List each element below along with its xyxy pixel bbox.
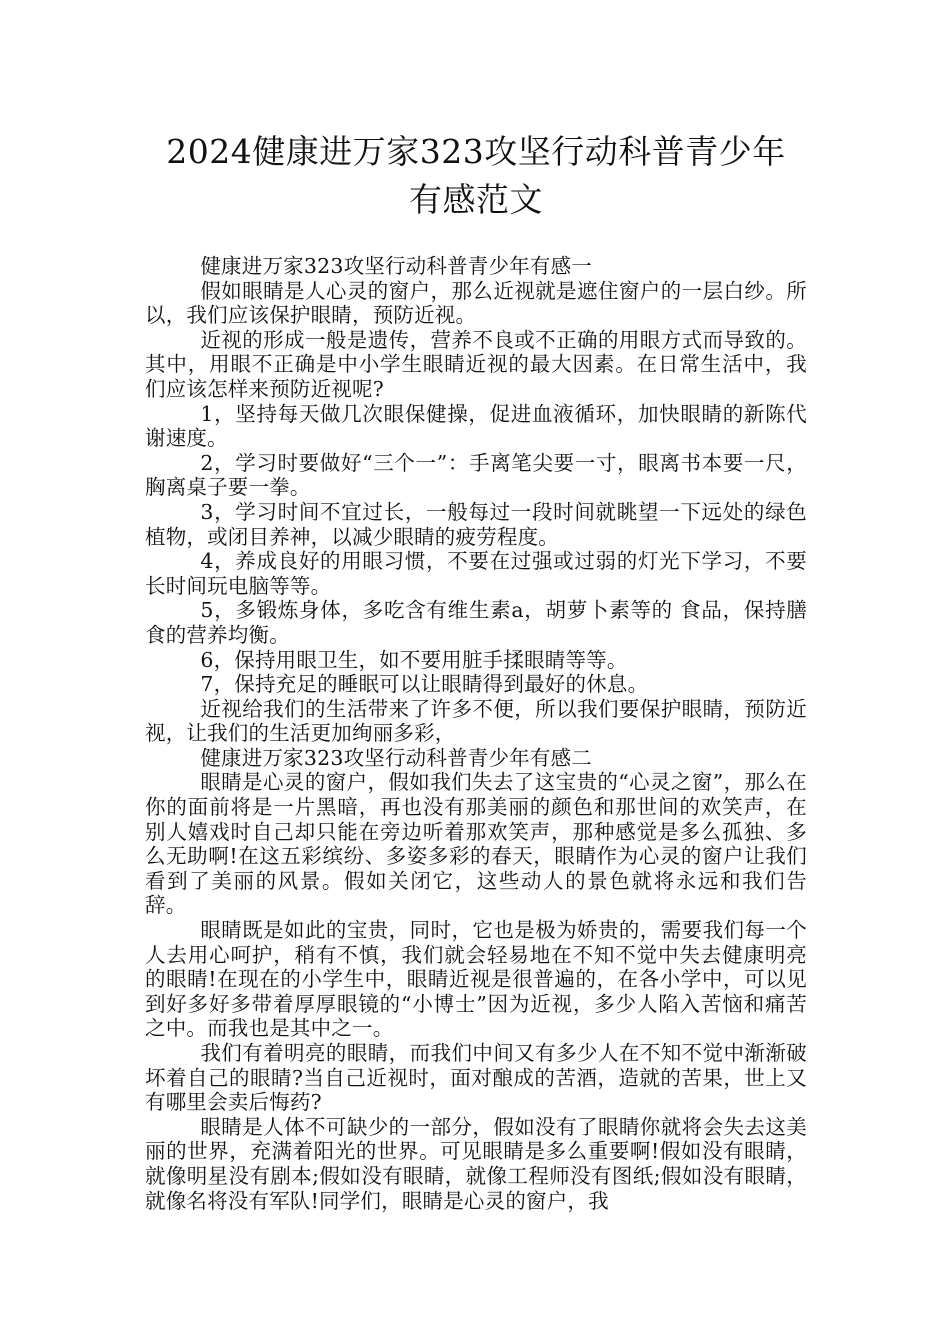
paragraph: 近视的形成一般是遗传，营养不良或不正确的用眼方式而导致的。其中，用眼不正确是中小学生眼睛近视的最大因素。在日常生活中，我们应该怎样来预防近视呢? [145, 327, 807, 401]
document-page [145, 128, 807, 1213]
title-line-2: 有感范文 [409, 180, 543, 219]
list-item: 2，学习时要做好“三个一”：手离笔尖要一寸，眼离书本要一尺，胸离桌子要一拳。 [145, 450, 807, 500]
section-heading-1: 健康进万家323攻坚行动科普青少年有感一 [200, 254, 592, 278]
list-item: 3，学习时间不宜过长，一般每过一段时间就眺望一下远处的绿色植物，或闭目养神，以减少眼睛的疲劳程度。 [145, 499, 807, 549]
paragraph: 我们有着明亮的眼睛，而我们中间又有多少人在不知不觉中渐渐破坏着自己的眼睛?当自己近视时，面对酿成的苦酒，造就的苦果，世上又有哪里会卖后悔药? [145, 1041, 807, 1115]
document-title [145, 128, 807, 224]
paragraph: 近视给我们的生活带来了许多不便，所以我们要保护眼睛，预防近视，让我们的生活更加绚丽多彩， [145, 696, 807, 746]
paragraph: 假如眼睛是人心灵的窗户，那么近视就是遮住窗户的一层白纱。所以，我们应该保护眼睛，预防近视。 [145, 278, 807, 328]
paragraph: 眼睛是人体不可缺少的一部分，假如没有了眼睛你就将会失去这美丽的世界，充满着阳光的世界。可见眼睛是多么重要啊!假如没有眼睛，就像明星没有剧本;假如没有眼睛，就像工程师没有图纸;假如没有眼睛，就像名将没有军队!同学们，眼睛是心灵的窗户，我 [145, 1114, 807, 1213]
list-item: 5，多锻炼身体，多吃含有维生素a，胡萝卜素等的 食品，保持膳食的营养均衡。 [145, 598, 807, 647]
list-item: 1，坚持每天做几次眼保健操，促进血液循环，加快眼睛的新陈代谢速度。 [145, 401, 807, 451]
title-line-1: 2024健康进万家323攻坚行动科普青少年 [166, 132, 786, 171]
section-heading-2: 健康进万家323攻坚行动科普青少年有感二 [200, 745, 592, 770]
paragraph: 眼睛是心灵的窗户，假如我们失去了这宝贵的“心灵之窗”，那么在你的面前将是一片黑暗，再也没有那美丽的颜色和那世间的欢笑声，在别人嬉戏时自己却只能在旁边听着那欢笑声，那种感觉是多么孤独、多么无助啊!在这五彩缤纷、多姿多彩的春天，眼睛作为心灵的窗户让我们看到了美丽的风景。假如关闭它，这些动人的景色就将永远和我们告辞。 [145, 770, 807, 918]
list-item: 7，保持充足的睡眠可以让眼睛得到最好的休息。 [200, 672, 649, 697]
list-item: 6，保持用眼卫生，如不要用脏手揉眼睛等等。 [200, 647, 628, 672]
list-item: 4，养成良好的用眼习惯，不要在过强或过弱的灯光下学习，不要长时间玩电脑等等。 [145, 549, 807, 598]
document-body [145, 254, 807, 1213]
paragraph: 眼睛既是如此的宝贵，同时，它也是极为娇贵的，需要我们每一个人去用心呵护，稍有不慎，我们就会轻易地在不知不觉中失去健康明亮的眼睛!在现在的小学生中，眼睛近视是很普遍的，在各小学中，可以见到好多好多带着厚厚眼镜的“小博士”因为近视，多少人陷入苦恼和痛苦之中。而我也是其中之一。 [145, 918, 807, 1041]
